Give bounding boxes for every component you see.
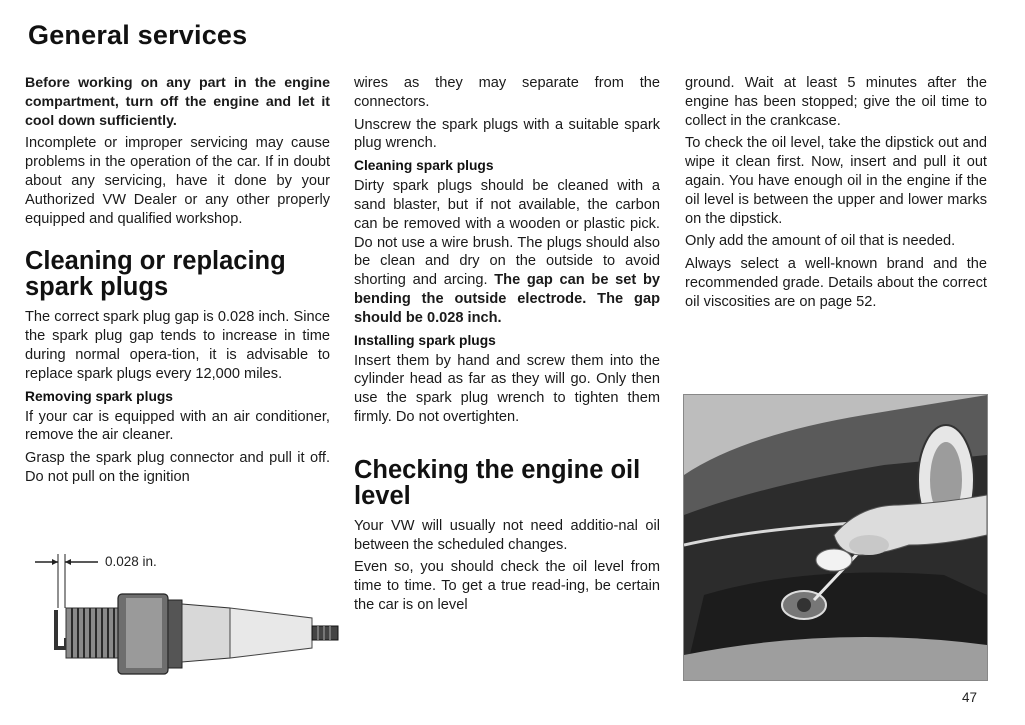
intro-paragraph: Incomplete or improper servicing may cause problems in the operation of the car. If in doubt about any servicing, have it done by your Authorized VW Dealer or any other properly equipped and qualified workshop.	[25, 135, 330, 227]
gap-paragraph: The correct spark plug gap is 0.028 inch. Since the spark plug gap tends to increase in time during normal opera-tion, it is advisable to replace spark plugs every 12,000 miles.	[25, 309, 330, 382]
column-right	[685, 74, 987, 316]
page-title: General services	[28, 20, 248, 50]
section-heading-oil-level: Checking the engine oil level	[354, 455, 641, 510]
removing-paragraph-2: Grasp the spark plug connector and pull it off. Do not pull on the ignition	[25, 450, 330, 485]
cleaning-text: Dirty spark plugs should be cleaned with a sand blaster, but if not available, the carbon can be removed with a wooden or plastic pick. Do not use a wire brush. The plugs should also be clean and dry on the outside to avoid shorting and arcing.	[354, 178, 660, 289]
gap-label: 0.028 in.	[105, 554, 157, 569]
column-left	[25, 74, 330, 491]
installing-paragraph: Insert them by hand and screw them into the cylinder head as far as they will go. Only then use the spark plug wrench to tighten them firmly. Do not overtighten.	[354, 352, 660, 425]
oil-paragraph-3: ground. Wait at least 5 minutes after the engine has been stopped; give the oil time to collect in the crankcase.	[685, 75, 987, 129]
gap-instruction-bold: The gap can be set by bending the outside electrode. The gap should be 0.028 inch.	[354, 272, 660, 326]
subheading-installing: Installing spark plugs	[354, 332, 496, 348]
oil-paragraph-2: Even so, you should check the oil level from time to time. To get a true read-ing, be certain the car is on level	[354, 559, 660, 613]
photo-drawing	[684, 395, 987, 680]
subheading-removing: Removing spark plugs	[25, 388, 173, 404]
section-heading-spark-plugs: Cleaning or replacing spark plugs	[25, 247, 286, 302]
cleaning-paragraph	[354, 177, 660, 327]
add-oil-paragraph: Only add the amount of oil that is needed.	[685, 233, 956, 250]
continued-paragraph: wires as they may separate from the connectors.	[354, 75, 660, 110]
unscrew-paragraph: Unscrew the spark plugs with a suitable spark plug wrench.	[354, 116, 660, 152]
column-middle	[354, 74, 660, 619]
oil-brand-paragraph: Always select a well-known brand and the recommended grade. Details about the correct oil viscosities are on page 52.	[685, 256, 987, 310]
subheading-cleaning: Cleaning spark plugs	[354, 158, 494, 174]
dipstick-paragraph: To check the oil level, take the dipstick out and wipe it clean first. Now, insert and pull it out again. You have enough oil in the engine if the oil level is between the upper and lower marks on the dipstick.	[685, 135, 987, 227]
engine-dipstick-photo	[683, 394, 988, 681]
warning-text: Before working on any part in the engine compartment, turn off the engine and let it cool down sufficiently.	[25, 75, 330, 129]
spark-plug-drawing	[30, 548, 350, 678]
oil-paragraph-1: Your VW will usually not need additio-nal oil between the scheduled changes.	[354, 517, 660, 553]
removing-paragraph-1: If your car is equipped with an air conditioner, remove the air cleaner.	[25, 408, 330, 444]
page-number: 47	[962, 690, 978, 705]
spark-plug-illustration	[30, 548, 350, 678]
